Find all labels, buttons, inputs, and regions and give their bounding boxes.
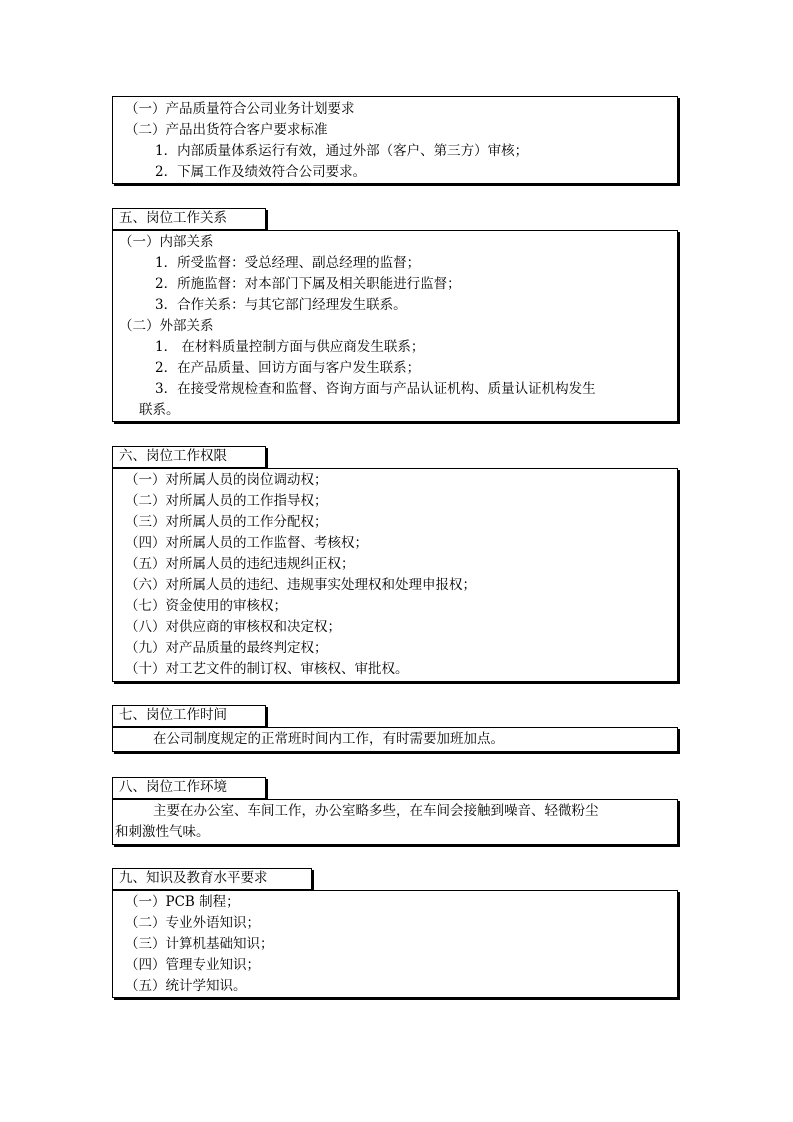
list-item: （五）对所属人员的违纪违规纠正权； xyxy=(125,556,355,572)
list-item: （一）PCB 制程； xyxy=(125,894,240,910)
requirement-line: （一）产品质量符合公司业务计划要求 xyxy=(125,101,355,117)
list-item: 3．合作关系：与其它部门经理发生联系。 xyxy=(155,297,407,313)
list-item: （一）对所属人员的岗位调动权； xyxy=(125,472,328,488)
list-item: （四）管理专业知识； xyxy=(125,957,260,973)
section-9-title: 九、知识及教育水平要求 xyxy=(112,868,312,890)
section-8-title: 八、岗位工作环境 xyxy=(112,777,266,799)
requirement-line: 2．下属工作及绩效符合公司要求。 xyxy=(155,164,367,180)
section-5-title: 五、岗位工作关系 xyxy=(112,208,266,230)
environment-text-line: 主要在办公室、车间工作，办公室略多些，在车间会接触到噪音、轻微粉尘 xyxy=(153,803,599,819)
section-5-box xyxy=(112,230,678,422)
requirements-box xyxy=(112,96,678,184)
list-item: 2．所施监督：对本部门下属及相关职能进行监督； xyxy=(155,276,461,292)
section-9-box xyxy=(112,890,678,998)
list-item: 2．在产品质量、回访方面与客户发生联系； xyxy=(155,360,421,376)
list-item: （十）对工艺文件的制订权、审核权、审批权。 xyxy=(125,661,409,677)
list-item: （三）计算机基础知识； xyxy=(125,936,274,952)
list-item: 3．在接受常规检查和监督、咨询方面与产品认证机构、质量认证机构发生 xyxy=(155,381,596,397)
external-relations-title: （二）外部关系 xyxy=(119,318,214,334)
section-7-box xyxy=(112,727,678,752)
requirement-line: 1．内部质量体系运行有效，通过外部（客户、第三方）审核； xyxy=(155,143,529,159)
list-item: （四）对所属人员的工作监督、考核权； xyxy=(125,535,368,551)
work-time-text: 在公司制度规定的正常班时间内工作，有时需要加班加点。 xyxy=(153,731,504,747)
section-6-title: 六、岗位工作权限 xyxy=(112,446,266,468)
internal-relations-title: （一）内部关系 xyxy=(119,234,214,250)
list-item: 1．所受监督：受总经理、副总经理的监督； xyxy=(155,255,421,271)
list-item-continued: 联系。 xyxy=(139,402,180,418)
list-item: （三）对所属人员的工作分配权； xyxy=(125,514,328,530)
list-item: （七）资金使用的审核权； xyxy=(125,598,287,614)
list-item: （八）对供应商的审核权和决定权； xyxy=(125,619,341,635)
section-6-box xyxy=(112,468,678,682)
list-item: （六）对所属人员的违纪、违规事实处理权和处理申报权； xyxy=(125,577,476,593)
list-item: （五）统计学知识。 xyxy=(125,978,247,994)
list-item: （二）专业外语知识； xyxy=(125,915,260,931)
requirement-line: （二）产品出货符合客户要求标准 xyxy=(125,122,328,138)
section-7-title: 七、岗位工作时间 xyxy=(112,705,266,727)
list-item: （九）对产品质量的最终判定权； xyxy=(125,640,328,656)
list-item: （二）对所属人员的工作指导权； xyxy=(125,493,328,509)
section-8-box xyxy=(112,799,678,845)
environment-text-line: 和刺激性气味。 xyxy=(115,824,210,840)
list-item: 1． 在材料质量控制方面与供应商发生联系； xyxy=(155,339,425,355)
